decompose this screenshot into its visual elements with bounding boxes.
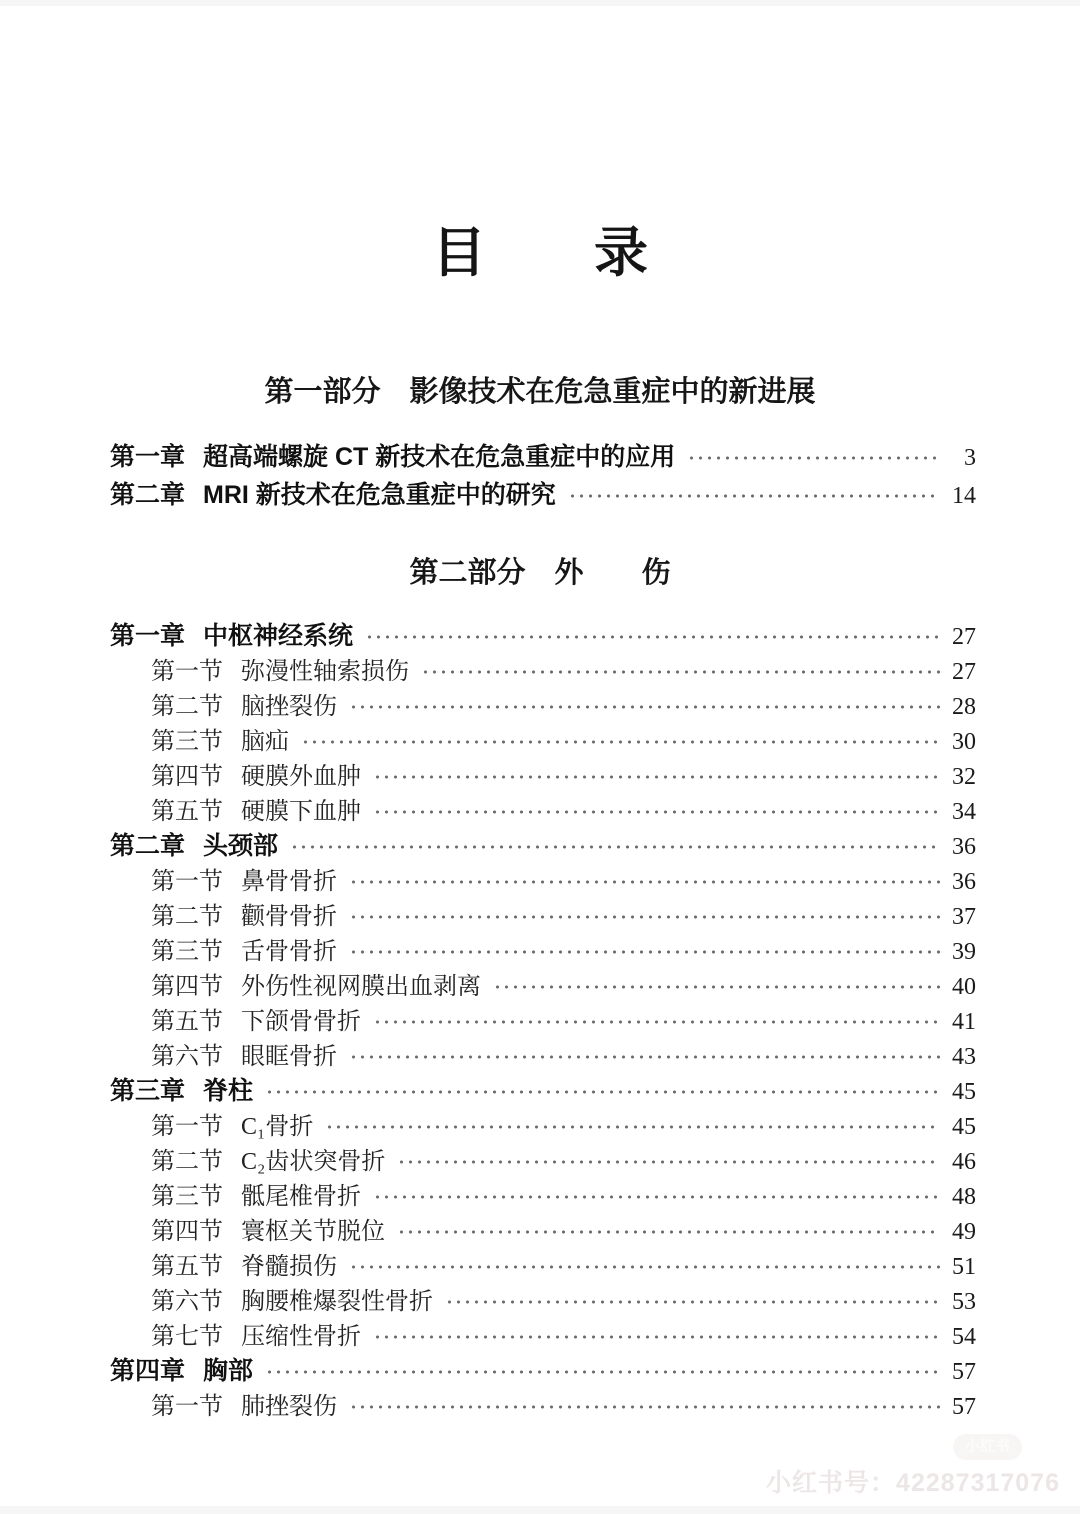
entry-page-number: 57 bbox=[952, 1358, 976, 1385]
entry-title: 下颌骨骨折 bbox=[241, 1008, 361, 1035]
entry-page-number: 34 bbox=[952, 798, 976, 825]
dot-leader bbox=[397, 1230, 940, 1234]
entry-title: MRI 新技术在危急重症中的研究 bbox=[203, 481, 556, 510]
entry-title: 鼻骨骨折 bbox=[241, 868, 337, 895]
entry-title: 脊髓损伤 bbox=[241, 1253, 337, 1280]
entry-page-number: 14 bbox=[952, 482, 976, 509]
entry-label: 第一章 bbox=[110, 443, 186, 472]
entry-page-number: 36 bbox=[952, 868, 976, 895]
entry-title: 外伤性视网膜出血剥离 bbox=[241, 973, 481, 1000]
page-title: 目 录 bbox=[432, 223, 648, 283]
entry-title: 超高端螺旋 CT 新技术在危急重症中的应用 bbox=[203, 443, 676, 472]
toc-entry bbox=[110, 654, 976, 689]
entry-page-number: 30 bbox=[952, 728, 976, 755]
dot-leader bbox=[301, 740, 940, 744]
toc-entry bbox=[110, 1214, 976, 1249]
entry-page-number: 54 bbox=[952, 1323, 976, 1350]
entry-page-number: 45 bbox=[952, 1113, 976, 1140]
toc-entry bbox=[110, 439, 976, 477]
entry-title: 肺挫裂伤 bbox=[241, 1393, 337, 1420]
dot-leader bbox=[373, 810, 940, 814]
entry-label: 第五节 bbox=[151, 1008, 223, 1035]
entry-label: 第四节 bbox=[151, 973, 223, 1000]
entry-label: 第六节 bbox=[151, 1288, 223, 1315]
toc-entry bbox=[110, 1109, 976, 1144]
part-heading: 第二部分 外 伤 bbox=[409, 556, 671, 589]
entry-page-number: 51 bbox=[952, 1253, 976, 1280]
toc-entry bbox=[110, 1144, 976, 1179]
toc-entry bbox=[110, 724, 976, 759]
toc-entry bbox=[110, 1179, 976, 1214]
entry-page-number: 40 bbox=[952, 973, 976, 1000]
entry-label: 第一节 bbox=[151, 1113, 223, 1140]
entry-label: 第一章 bbox=[110, 622, 186, 651]
table-of-contents bbox=[0, 372, 1080, 1424]
dot-leader bbox=[373, 775, 940, 779]
entry-title: 脑挫裂伤 bbox=[241, 693, 337, 720]
entry-page-number: 53 bbox=[952, 1288, 976, 1315]
page-edge-bottom bbox=[0, 1506, 1080, 1514]
toc-entry bbox=[110, 1004, 976, 1039]
entry-title: 脑疝 bbox=[241, 728, 289, 755]
entry-title: 硬膜下血肿 bbox=[241, 798, 361, 825]
xiaohongshu-badge: 小红书 bbox=[953, 1434, 1022, 1460]
entry-label: 第二章 bbox=[110, 832, 186, 861]
entry-title: 脊柱 bbox=[203, 1077, 254, 1106]
entry-label: 第二章 bbox=[110, 481, 186, 510]
entry-label: 第三节 bbox=[151, 1183, 223, 1210]
dot-leader bbox=[349, 950, 940, 954]
toc-entry bbox=[110, 864, 976, 899]
toc-entry bbox=[110, 829, 976, 864]
entry-label: 第一节 bbox=[151, 868, 223, 895]
entry-page-number: 32 bbox=[952, 763, 976, 790]
entry-title: 胸腰椎爆裂性骨折 bbox=[241, 1288, 433, 1315]
dot-leader bbox=[445, 1300, 940, 1304]
entry-page-number: 57 bbox=[952, 1393, 976, 1420]
entry-title: 舌骨骨折 bbox=[241, 938, 337, 965]
toc-entry bbox=[110, 759, 976, 794]
toc-entry bbox=[110, 1354, 976, 1389]
dot-leader bbox=[349, 1055, 940, 1059]
entry-title: 压缩性骨折 bbox=[241, 1323, 361, 1350]
toc-list bbox=[110, 619, 976, 1424]
dot-leader bbox=[373, 1195, 940, 1199]
entry-page-number: 41 bbox=[952, 1008, 976, 1035]
entry-title: 硬膜外血肿 bbox=[241, 763, 361, 790]
toc-entry bbox=[110, 969, 976, 1004]
page-edge-top bbox=[0, 0, 1080, 6]
entry-title: C₂齿状突骨折 bbox=[241, 1148, 386, 1175]
toc-list bbox=[110, 439, 976, 515]
dot-leader bbox=[349, 880, 940, 884]
toc-entry bbox=[110, 794, 976, 829]
entry-page-number: 43 bbox=[952, 1043, 976, 1070]
dot-leader bbox=[373, 1020, 940, 1024]
entry-label: 第五节 bbox=[151, 798, 223, 825]
toc-entry bbox=[110, 1389, 976, 1424]
entry-page-number: 28 bbox=[952, 693, 976, 720]
toc-entry bbox=[110, 934, 976, 969]
dot-leader bbox=[349, 915, 940, 919]
dot-leader bbox=[373, 1335, 940, 1339]
xiaohongshu-id-watermark: 小红书号：42287317076 bbox=[766, 1469, 1060, 1497]
entry-page-number: 27 bbox=[952, 623, 976, 650]
dot-leader bbox=[421, 670, 940, 674]
entry-label: 第七节 bbox=[151, 1323, 223, 1350]
dot-leader bbox=[325, 1125, 940, 1129]
entry-label: 第一节 bbox=[151, 1393, 223, 1420]
entry-page-number: 48 bbox=[952, 1183, 976, 1210]
entry-label: 第二节 bbox=[151, 1148, 223, 1175]
entry-label: 第三节 bbox=[151, 728, 223, 755]
dot-leader bbox=[397, 1160, 940, 1164]
dot-leader bbox=[349, 1405, 940, 1409]
toc-entry bbox=[110, 1284, 976, 1319]
dot-leader bbox=[290, 845, 940, 849]
dot-leader bbox=[568, 494, 940, 498]
entry-title: 弥漫性轴索损伤 bbox=[241, 658, 409, 685]
entry-title: 颧骨骨折 bbox=[241, 903, 337, 930]
entry-label: 第一节 bbox=[151, 658, 223, 685]
entry-label: 第四节 bbox=[151, 763, 223, 790]
entry-label: 第三节 bbox=[151, 938, 223, 965]
entry-page-number: 3 bbox=[964, 444, 976, 471]
entry-page-number: 39 bbox=[952, 938, 976, 965]
entry-label: 第三章 bbox=[110, 1077, 186, 1106]
entry-page-number: 49 bbox=[952, 1218, 976, 1245]
toc-entry bbox=[110, 899, 976, 934]
entry-title: 眼眶骨折 bbox=[241, 1043, 337, 1070]
entry-page-number: 37 bbox=[952, 903, 976, 930]
dot-leader bbox=[349, 1265, 940, 1269]
toc-entry bbox=[110, 1319, 976, 1354]
dot-leader bbox=[265, 1090, 940, 1094]
dot-leader bbox=[365, 635, 940, 639]
entry-title: 寰枢关节脱位 bbox=[241, 1218, 385, 1245]
toc-entry bbox=[110, 1039, 976, 1074]
toc-entry bbox=[110, 1074, 976, 1109]
dot-leader bbox=[687, 456, 940, 460]
toc-entry bbox=[110, 619, 976, 654]
entry-label: 第五节 bbox=[151, 1253, 223, 1280]
part-heading: 第一部分 影像技术在危急重症中的新进展 bbox=[264, 376, 816, 409]
dot-leader bbox=[493, 985, 940, 989]
entry-page-number: 46 bbox=[952, 1148, 976, 1175]
entry-page-number: 36 bbox=[952, 833, 976, 860]
entry-label: 第四章 bbox=[110, 1357, 186, 1386]
entry-title: 骶尾椎骨折 bbox=[241, 1183, 361, 1210]
dot-leader bbox=[349, 705, 940, 709]
entry-title: 中枢神经系统 bbox=[203, 622, 354, 651]
toc-entry bbox=[110, 1249, 976, 1284]
entry-title: 胸部 bbox=[203, 1357, 254, 1386]
toc-entry bbox=[110, 689, 976, 724]
entry-label: 第六节 bbox=[151, 1043, 223, 1070]
entry-page-number: 27 bbox=[952, 658, 976, 685]
dot-leader bbox=[265, 1370, 940, 1374]
entry-label: 第二节 bbox=[151, 903, 223, 930]
toc-entry bbox=[110, 477, 976, 515]
entry-title: C₁骨折 bbox=[241, 1113, 314, 1140]
entry-title: 头颈部 bbox=[203, 832, 279, 861]
entry-page-number: 45 bbox=[952, 1078, 976, 1105]
entry-label: 第四节 bbox=[151, 1218, 223, 1245]
entry-label: 第二节 bbox=[151, 693, 223, 720]
